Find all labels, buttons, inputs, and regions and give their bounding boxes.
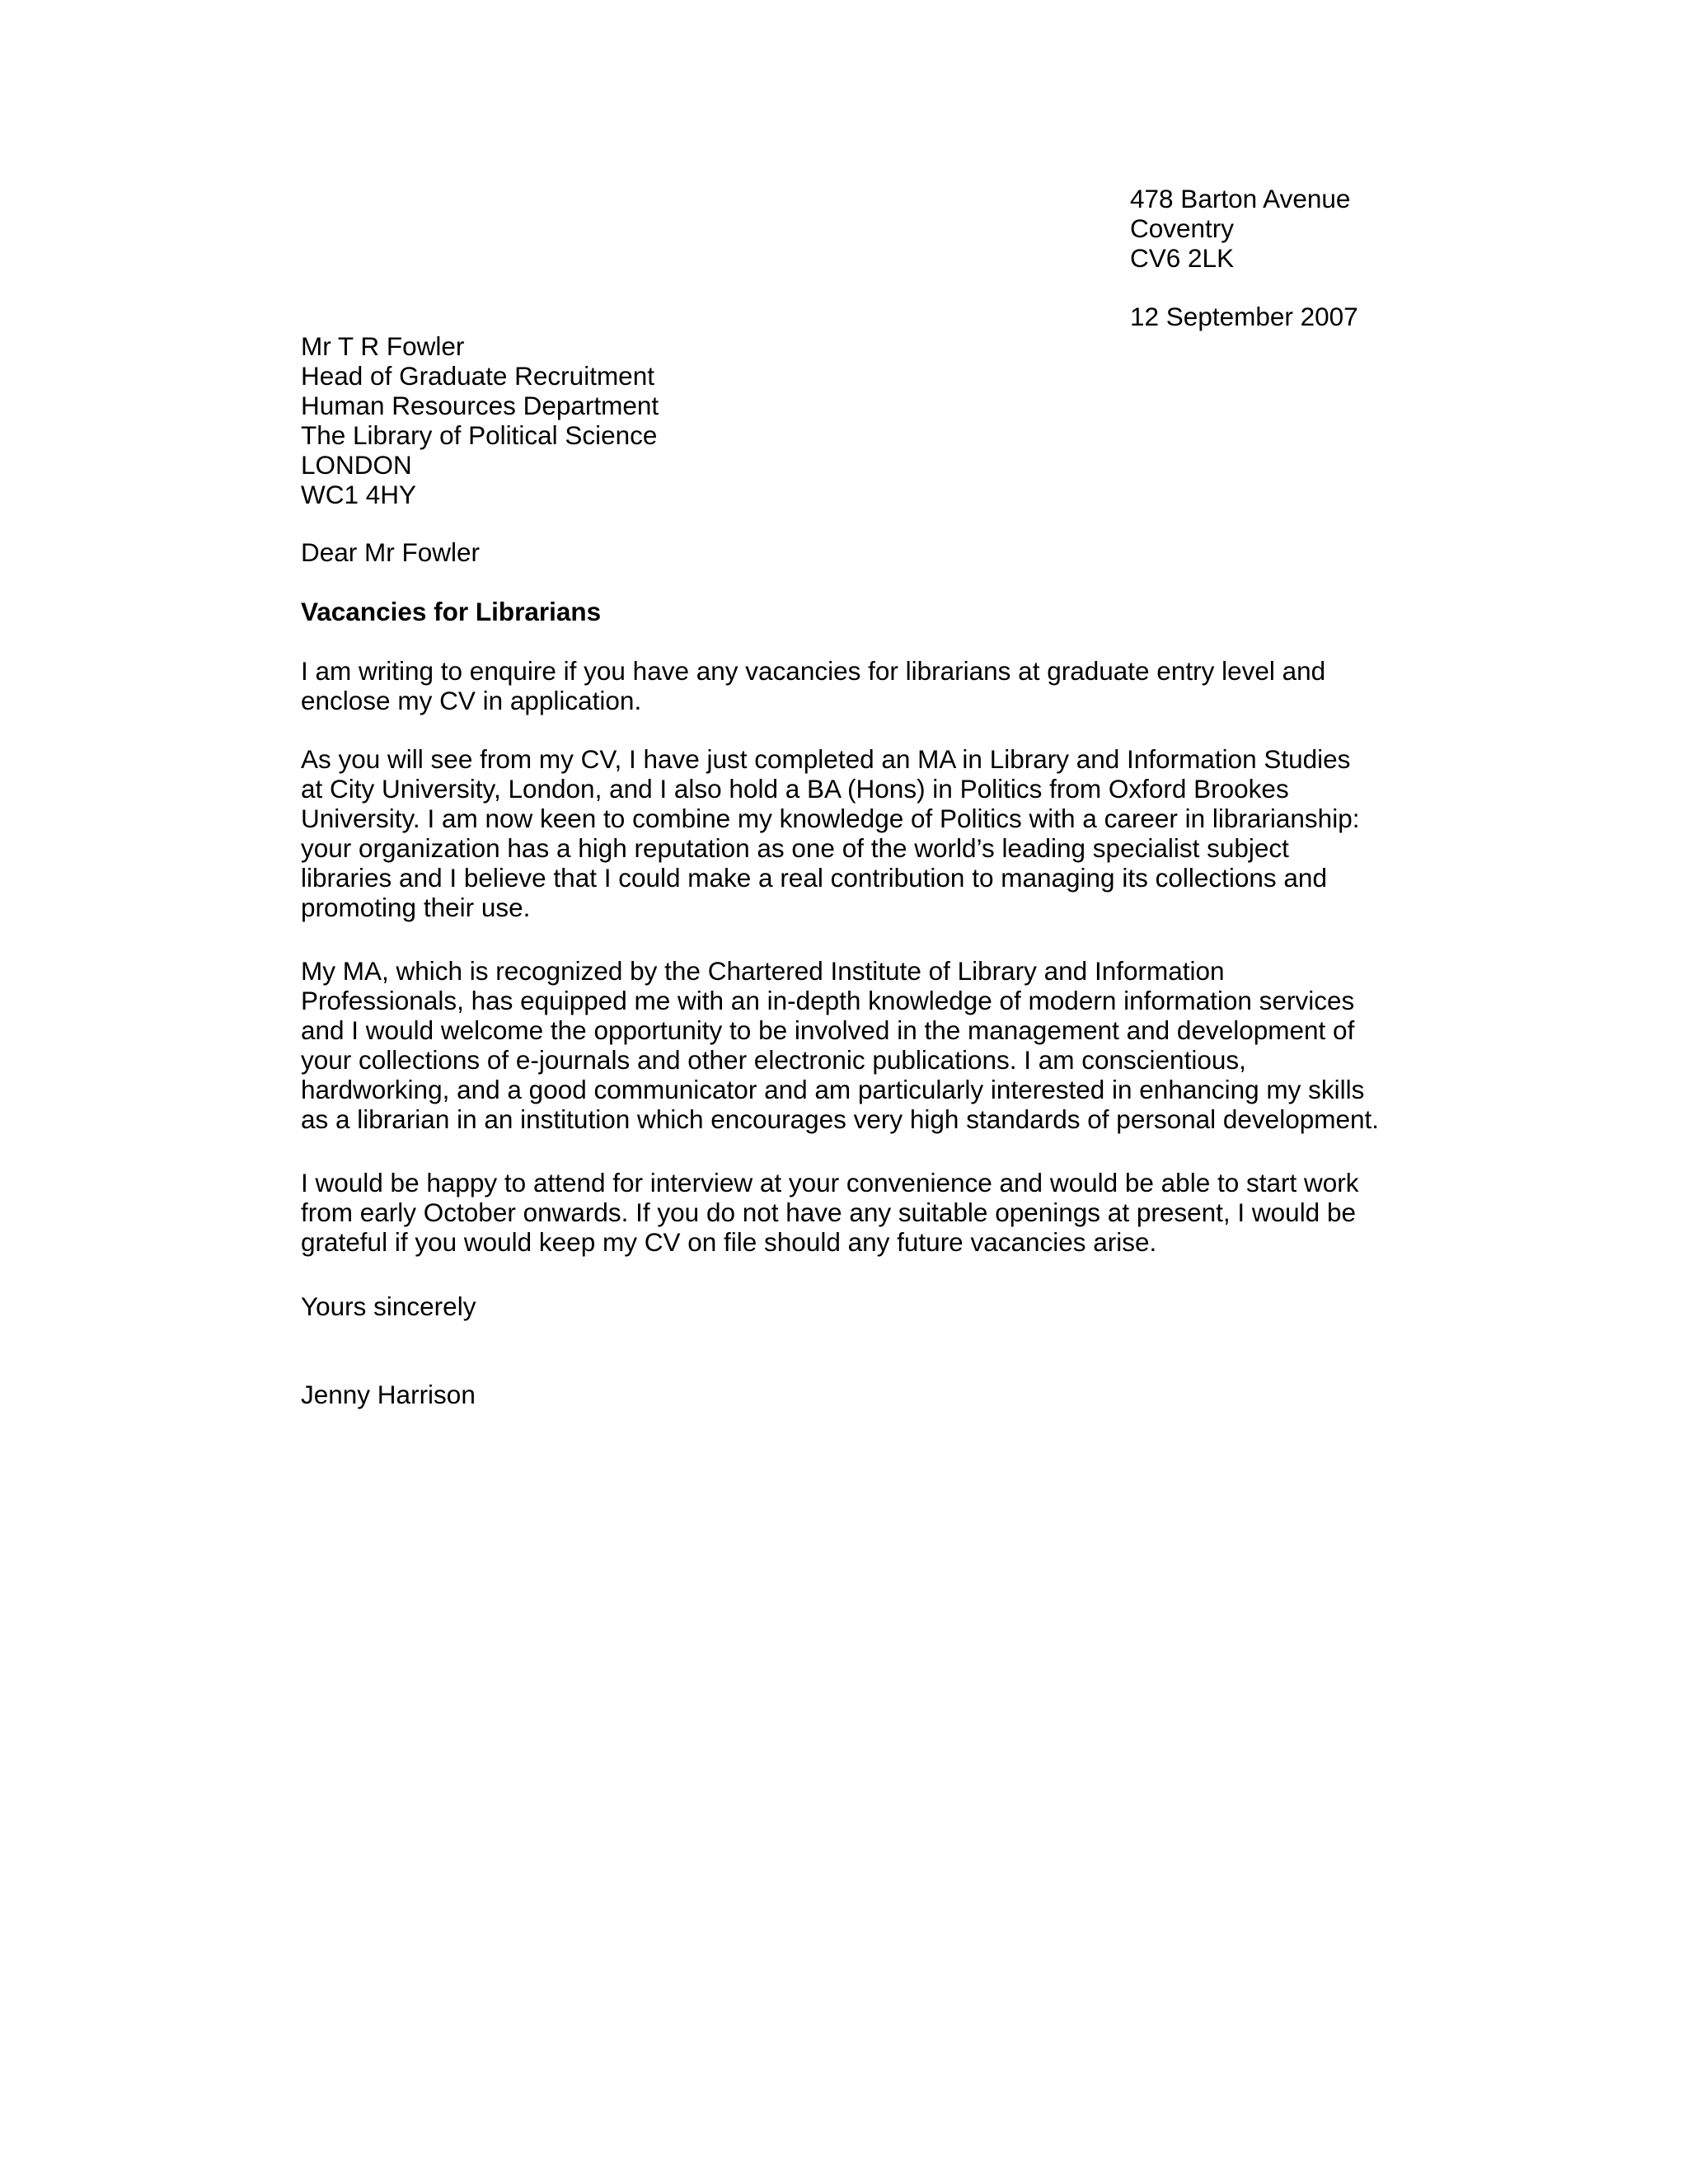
sender-postcode: CV6 2LK	[1130, 243, 1235, 273]
subject-heading: Vacancies for Librarians	[301, 597, 602, 626]
paragraph-line: hardworking, and a good communicator and am particularly interested in enhancing my skills	[301, 1075, 1365, 1104]
paragraph-line: Professionals, has equipped me with an in-depth knowledge of modern information services	[301, 986, 1355, 1015]
paragraph-line: As you will see from my CV, I have just completed an MA in Library and Information Studies	[301, 744, 1351, 774]
paragraph-line: University. I am now keen to combine my knowledge of Politics with a career in librarianship:	[301, 804, 1360, 833]
recipient-organization: The Library of Political Science	[301, 420, 658, 450]
recipient-postcode: WC1 4HY	[301, 480, 417, 509]
paragraph-line: I am writing to enquire if you have any vacancies for librarians at graduate entry level and	[301, 656, 1326, 686]
paragraph-line: as a librarian in an institution which encourages very high standards of personal development.	[301, 1104, 1380, 1134]
paragraph-line: enclose my CV in application.	[301, 686, 642, 715]
paragraph-line: and I would welcome the opportunity to be involved in the management and development of	[301, 1015, 1355, 1045]
sender-city: Coventry	[1130, 213, 1235, 243]
paragraph-line: your organization has a high reputation as one of the world’s leading specialist subject	[301, 833, 1289, 863]
paragraph	[301, 956, 1379, 1134]
paragraph-line: My MA, which is recognized by the Chartered Institute of Library and Information	[301, 956, 1225, 986]
paragraph-line: I would be happy to attend for interview at your convenience and would be able to start work	[301, 1168, 1359, 1197]
paragraph-line: promoting their use.	[301, 893, 531, 922]
recipient-title: Head of Graduate Recruitment	[301, 361, 654, 391]
paragraph-line: from early October onwards. If you do not have any suitable openings at present, I would be	[301, 1197, 1356, 1227]
sender-address	[1130, 184, 1350, 273]
signature-name: Jenny Harrison	[301, 1380, 476, 1409]
paragraph-line: grateful if you would keep my CV on file should any future vacancies arise.	[301, 1227, 1157, 1257]
sender-street: 478 Barton Avenue	[1130, 184, 1351, 213]
recipient-department: Human Resources Department	[301, 391, 659, 420]
paragraph-line: your collections of e-journals and other electronic publications. I am conscientious,	[301, 1045, 1246, 1075]
paragraph	[301, 656, 1325, 715]
closing: Yours sincerely	[301, 1291, 476, 1321]
salutation: Dear Mr Fowler	[301, 537, 481, 567]
paragraph-line: at City University, London, and I also hold a BA (Hons) in Politics from Oxford Brookes	[301, 774, 1289, 804]
recipient-city: LONDON	[301, 450, 412, 480]
paragraph-line: libraries and I believe that I could make a real contribution to managing its collections and	[301, 863, 1327, 893]
paragraph	[301, 1168, 1359, 1257]
letter-date: 12 September 2007	[1130, 302, 1358, 331]
recipient-name: Mr T R Fowler	[301, 331, 465, 361]
paragraph	[301, 744, 1359, 922]
recipient-address	[301, 331, 659, 509]
